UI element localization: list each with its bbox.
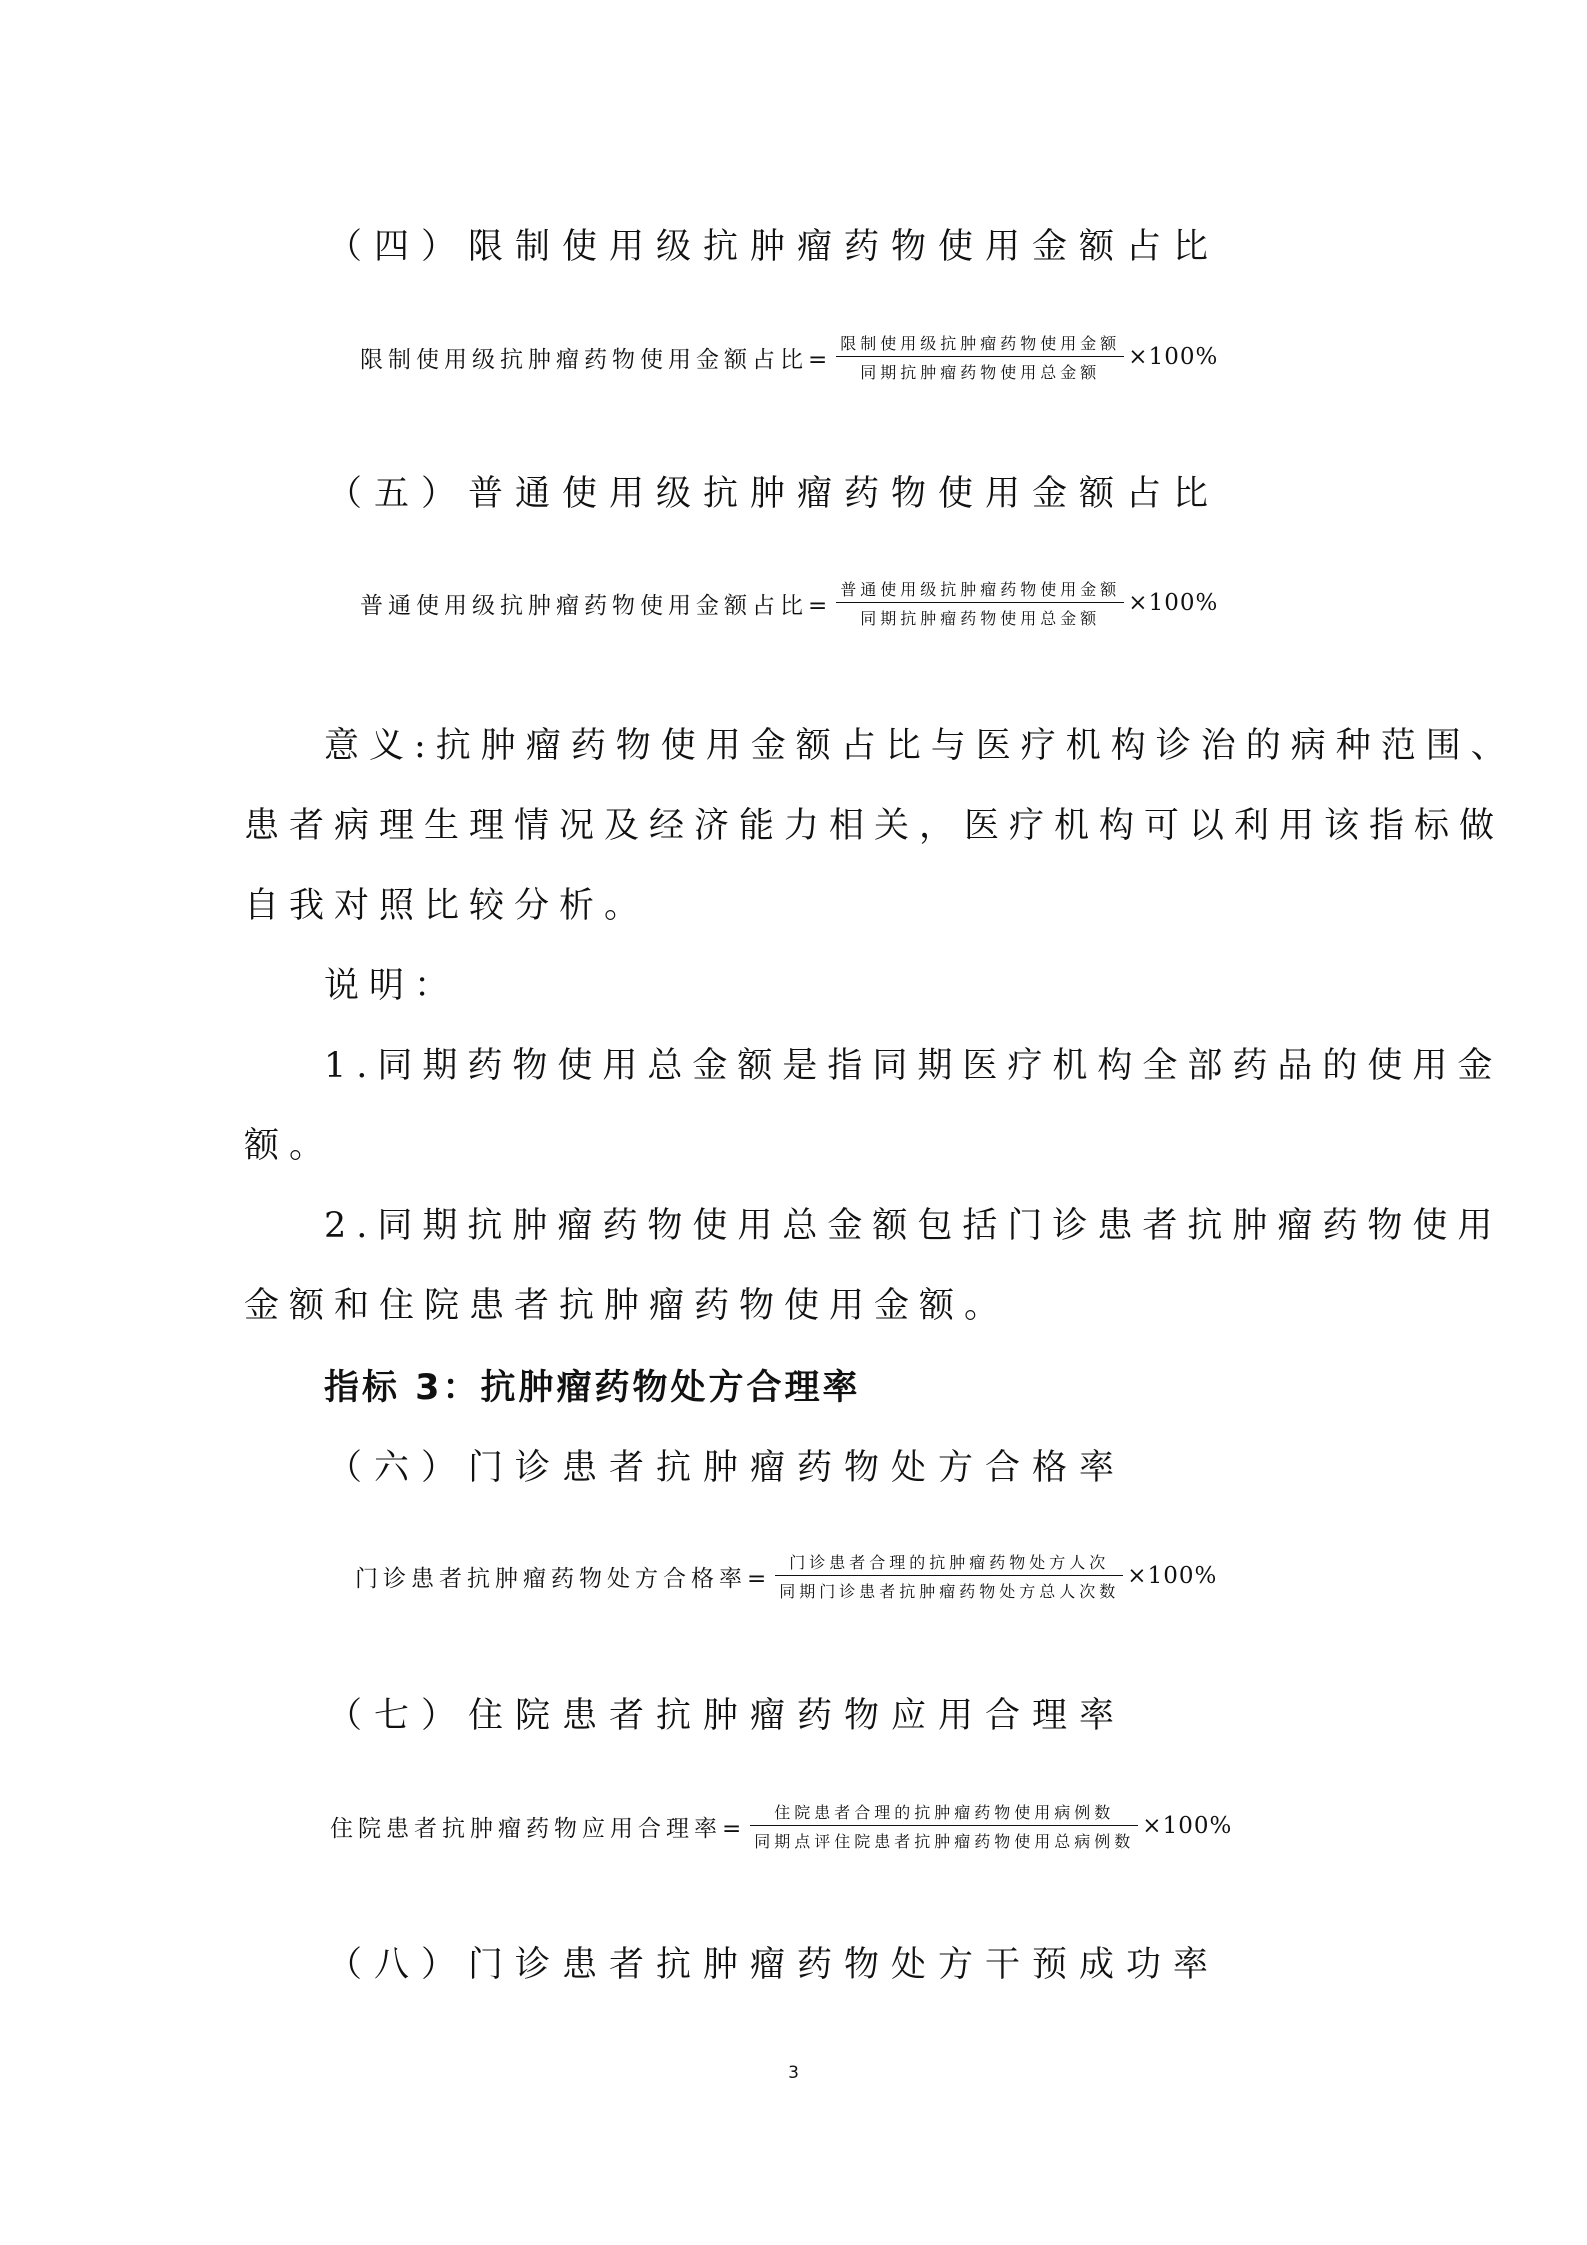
section-heading-6: （六）门诊患者抗肿瘤药物处方合格率 (327, 1448, 1127, 1488)
formula-7-lhs: 住院患者抗肿瘤药物应用合理率= (330, 1815, 747, 1842)
formula-4-denominator: 同期抗肿瘤药物使用总金额 (860, 363, 1101, 382)
note-2-line-2: 金额和住院患者抗肿瘤药物使用金额。 (244, 1286, 1010, 1326)
note-2-line-1: 2.同期抗肿瘤药物使用总金额包括门诊患者抗肿瘤药物使用 (324, 1206, 1503, 1246)
note-1-line-1: 1.同期药物使用总金额是指同期医疗机构全部药品的使用金 (324, 1046, 1503, 1086)
note-1-line-2: 额。 (244, 1126, 335, 1166)
formula-6-lhs: 门诊患者抗肿瘤药物处方合格率= (355, 1565, 772, 1592)
formula-5-fraction (836, 577, 1124, 629)
formula-6 (355, 1550, 1217, 1602)
section-heading-4: （四）限制使用级抗肿瘤药物使用金额占比 (327, 227, 1221, 267)
formula-5-denominator: 同期抗肿瘤药物使用总金额 (860, 609, 1101, 628)
formula-7-fraction (750, 1800, 1138, 1852)
formula-4-fraction (836, 331, 1124, 383)
meaning-line-3: 自我对照比较分析。 (244, 886, 650, 926)
formula-7-denominator: 同期点评住院患者抗肿瘤药物使用总病例数 (754, 1832, 1135, 1851)
formula-4-lhs: 限制使用级抗肿瘤药物使用金额占比= (360, 346, 833, 373)
formula-7-multiplier: ×100% (1142, 1813, 1233, 1839)
formula-4-numerator: 限制使用级抗肿瘤药物使用金额 (840, 334, 1121, 353)
formula-6-multiplier: ×100% (1127, 1563, 1218, 1589)
formula-7-numerator: 住院患者合理的抗肿瘤药物使用病例数 (774, 1803, 1115, 1822)
formula-5 (360, 577, 1218, 629)
formula-5-lhs: 普通使用级抗肿瘤药物使用金额占比= (360, 592, 833, 619)
page-number: 3 (788, 2063, 799, 2083)
formula-5-multiplier: ×100% (1128, 590, 1219, 616)
formula-6-numerator: 门诊患者合理的抗肿瘤药物处方人次 (789, 1553, 1110, 1572)
section-heading-7: （七）住院患者抗肿瘤药物应用合理率 (327, 1696, 1127, 1736)
formula-4 (360, 331, 1218, 383)
meaning-line-1: 意义:抗肿瘤药物使用金额占比与医疗机构诊治的病种范围、 (324, 726, 1516, 766)
formula-5-numerator: 普通使用级抗肿瘤药物使用金额 (840, 580, 1121, 599)
meaning-line-2: 患者病理生理情况及经济能力相关，医疗机构可以利用该指标做 (244, 806, 1505, 846)
formula-6-denominator: 同期门诊患者抗肿瘤药物处方总人次数 (779, 1582, 1120, 1601)
section-heading-5: （五）普通使用级抗肿瘤药物使用金额占比 (327, 474, 1221, 514)
formula-7 (330, 1800, 1232, 1852)
section-heading-8: （八）门诊患者抗肿瘤药物处方干预成功率 (327, 1945, 1221, 1985)
notes-label: 说明： (324, 966, 460, 1006)
indicator-3-heading: 指标 3：抗肿瘤药物处方合理率 (324, 1368, 861, 1408)
formula-6-fraction (775, 1550, 1123, 1602)
formula-4-multiplier: ×100% (1128, 344, 1219, 370)
